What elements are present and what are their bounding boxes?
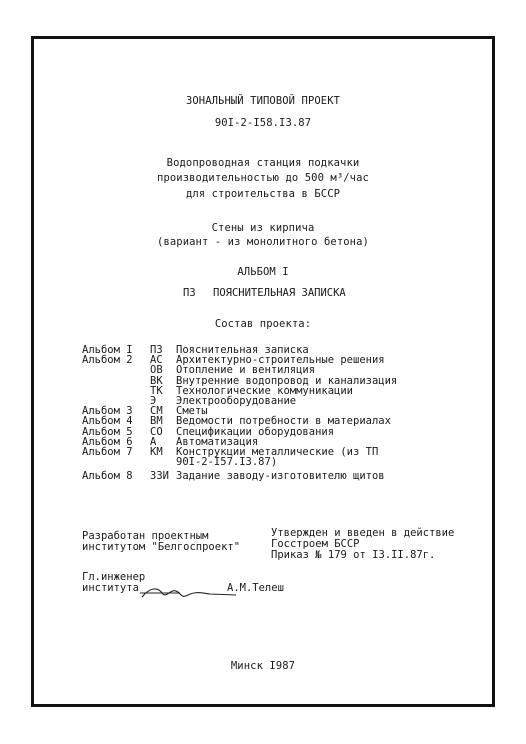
composition-code: А <box>150 435 157 448</box>
composition-code: ЗЗИ <box>150 470 169 483</box>
composition-code: ОВ <box>150 364 163 377</box>
composition-desc: Автоматизация <box>176 435 259 448</box>
composition-desc: Конструкции металлические (из ТП <box>176 446 379 458</box>
composition-album: Альбом 4 <box>82 415 133 428</box>
composition-code: ВК <box>150 374 163 387</box>
composition-code: КМ <box>150 446 163 458</box>
footer-place-year: Минск I987 <box>230 660 296 672</box>
engineer-line-2: института <box>82 582 139 594</box>
approval-line-1: Утвержден и введен в действие <box>271 527 455 539</box>
composition-code: АС <box>150 354 163 367</box>
composition-album: Альбом 7 <box>82 446 133 458</box>
composition-code: СО <box>150 425 163 438</box>
album-name: ПОЯСНИТЕЛЬНАЯ ЗАПИСКА <box>213 287 346 299</box>
title-line-3: для строительства в БССР <box>185 188 341 200</box>
developer-line-1: Разработан проектным <box>82 530 209 542</box>
composition-code: Э <box>150 395 157 407</box>
approval-line-2: Госстроем БССР <box>271 538 360 550</box>
composition-code: СМ <box>150 405 163 418</box>
title-line-2: производительностью до 500 м³/час <box>157 172 369 184</box>
composition-code: ПЗ <box>150 344 163 356</box>
composition-album: Альбом 2 <box>82 354 133 367</box>
composition-desc: Сметы <box>176 405 208 418</box>
composition-desc: Отопление и вентиляция <box>176 364 316 377</box>
album-code: ПЗ <box>183 287 196 299</box>
composition-album: Альбом I <box>82 344 133 356</box>
composition-desc: Спецификации оборудования <box>176 425 335 438</box>
composition-desc: Пояснительная записка <box>176 344 309 356</box>
composition-desc: Технологические коммуникации <box>176 384 354 397</box>
header-line: ЗОНАЛЬНЫЙ ТИПОВОЙ ПРОЕКТ <box>185 95 341 107</box>
engineer-line-1: Гл.инженер <box>82 571 146 583</box>
composition-desc: Архитектурно-строительные решения <box>176 354 385 367</box>
album-label: АЛЬБОМ I <box>237 266 289 278</box>
composition-desc: Электрооборудование <box>176 395 297 407</box>
variant-line-2: (вариант - из монолитного бетона) <box>157 236 369 248</box>
composition-album: Альбом 8 <box>82 470 133 483</box>
title-line-1: Водопроводная станция подкачки <box>166 157 360 169</box>
approval-line-3: Приказ № 179 от I3.II.87г. <box>271 549 436 561</box>
composition-album: Альбом 3 <box>82 405 133 418</box>
composition-code: ВМ <box>150 415 163 428</box>
composition-album: Альбом 5 <box>82 425 133 438</box>
composition-desc: 90I-2-I57.I3.87) <box>176 456 278 469</box>
composition-album: Альбом 6 <box>82 435 133 448</box>
composition-heading: Состав проекта: <box>214 318 312 330</box>
composition-desc: Внутренние водопровод и канализация <box>176 374 398 387</box>
variant-line-1: Стены из кирпича <box>211 222 315 234</box>
developer-line-2: институтом "Белгоспроект" <box>82 541 241 553</box>
project-number: 90I-2-I58.I3.87 <box>214 117 312 129</box>
composition-desc: Задание заводу-изготовителю щитов <box>176 470 385 483</box>
composition-code: ТК <box>150 384 163 397</box>
composition-desc: Ведомости потребности в материалах <box>176 415 391 428</box>
signature-icon <box>140 583 240 605</box>
engineer-name: А.М.Телеш <box>227 582 284 594</box>
